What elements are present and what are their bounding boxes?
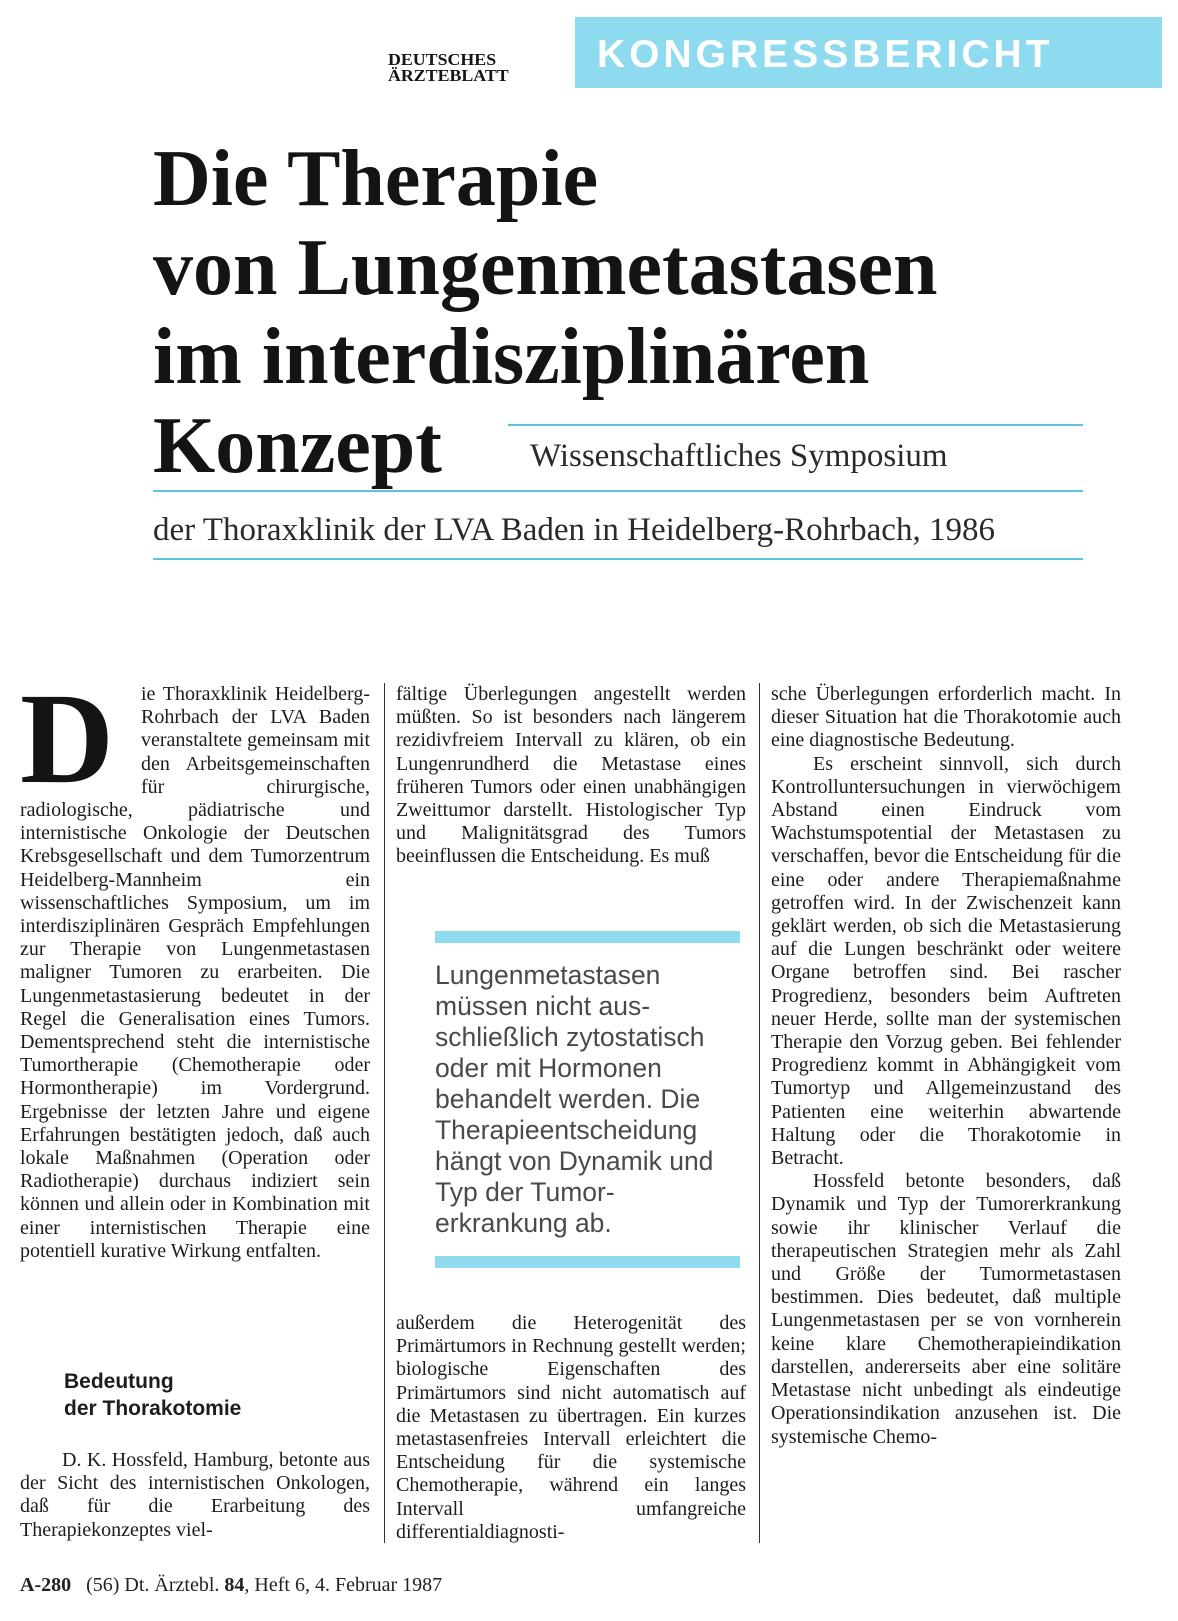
pullquote-line: schließlich zytostatisch [435,1022,705,1052]
section-banner-label: KONGRESSBERICHT [597,33,1054,76]
pullquote-line: behandelt werden. Die [435,1084,701,1114]
pullquote-line: Lungenmetastasen [435,960,661,990]
article-column-1-end [20,1449,370,1542]
pullquote-bar-bottom [435,1256,740,1268]
pullquote-line: müssen nicht aus- [435,991,651,1021]
page-number: A-280 [20,1574,72,1596]
journal-volume: 84 [224,1574,245,1596]
page-footer [20,1574,442,1597]
title-line-3: im interdisziplinären [153,313,870,401]
pullquote-line: erkrankung ab. [435,1208,612,1238]
pullquote-line: hängt von Dynamik und [435,1146,714,1176]
paragraph-col3-2: Es erscheint sinnvoll, sich durch Kontrolluntersuchungen in vierwöchigem Abstand einen Eindruck vom Wachstumspotential der Metastasen zu verschaffen, bevor die Entscheidung für die eine oder andere Therapiemaßnahme getroffen wird. In der Zwischenzeit kann geklärt werden, ob sich die Metastasierung auf die Lungen beschränkt oder weitere Organe betroffen sind. Bei rascher Progredienz, besonders beim Auftreten neuer Herde, sollte man der systemischen Therapie den Vorzug geben. Bei fehlender Progredienz kommt in Abhängigkeit vom Tumortyp und Allgemeinzustand des Patienten eine weiterhin abwartende Haltung oder die Thorakotomie in Betracht. [771,752,1121,1170]
article-column-2-top [396,683,746,869]
pullquote-line: oder mit Hormonen [435,1053,662,1083]
subtitle-rule-middle [153,490,1083,492]
subtitle-rule-bottom [153,558,1083,560]
drop-cap: D [20,667,114,811]
pullquote-bar-top [435,931,740,943]
pullquote-line: Therapieentscheidung [435,1115,698,1145]
masthead-logo [388,52,577,84]
masthead-line1: DEUTSCHES [388,50,497,69]
title-line-4: Konzept [153,402,442,490]
issue-date: , Heft 6, 4. Februar 1987 [244,1574,443,1596]
pullquote [435,960,735,1239]
paragraph-col3-3: Hossfeld betonte besonders, daß Dynamik und Typ der Tumorerkrankung sowie ihr klinischer Verlauf die therapeutischen Strategien mehr als Zahl und Größe der Tumormetastasen bestimmen. Dies bedeutet, daß multiple Lungenmetastasen per se von vornherein keine klare Chemotherapieindikation darstellen, andererseits aber eine solitäre Metastase nicht unbedingt als eindeutige Operationsindikation anzusehen ist. Die systemische Chemo- [771,1170,1121,1448]
pullquote-line: Typ der Tumor- [435,1177,615,1207]
column-divider-2 [759,683,760,1543]
article-column-2-bottom [396,1312,746,1544]
journal-citation: (56) Dt. Ärztebl. [86,1574,220,1596]
intro-paragraph: ie Thoraxklinik Heidelberg-Rohrbach der LVA Baden veranstaltete gemeinsam mit den Arbeitsgemeinschaften für chirurgische, radiologische, pädiatrische und internistische Onkologie der Deutschen Krebsgesellschaft und dem Tumorzentrum Heidelberg-Mannheim ein wissenschaftliches Symposium, um im interdisziplinären Gespräch Empfehlungen zur Therapie von Lungenmetastasen maligner Tumoren zu erarbeiten. Die Lungenmetastasierung bedeutet in der Regel die Generalisation eines Tumors. Dementsprechend steht die internistische Tumortherapie (Chemotherapie oder Hormontherapie) im Vordergrund. Ergebnisse der letzten Jahre und eigene Erfahrungen bestätigten jedoch, daß auch lokale Maßnahmen (Operation oder Radiotherapie) durchaus indiziert sein können und allein oder in Kombination mit einer internistischen Therapie eine potentiell kurative Wirkung entfalten. [20,683,370,1262]
subtitle-line-2: der Thoraxklinik der LVA Baden in Heidelberg-Rohrbach, 1986 [153,512,995,548]
article-column-1 [20,667,370,1263]
subtitle-rule-top [508,424,1083,426]
paragraph-col2-top: fältige Überlegungen angestellt werden müßten. So ist besonders nach längerem rezidivfreiem Intervall zu klären, ob ein Lungenrundherd die Metastase eines früheren Tumors oder einen unabhängigen Zweittumor darstellt. Histologischer Typ und Malignitätsgrad des Tumors beeinflussen die Entscheidung. Es muß [396,683,746,868]
section-heading [64,1368,241,1422]
paragraph-col3-1: sche Überlegungen erforderlich macht. In dieser Situation hat die Thorakotomie auch eine diagnostische Bedeutung. [771,683,1121,752]
column-divider-1 [384,683,385,1543]
paragraph-hossfeld-start: D. K. Hossfeld, Hamburg, betonte aus der Sicht des internistischen Onkologen, daß für die Erarbeitung des Therapiekonzeptes viel- [20,1449,370,1541]
title-line-2: von Lungenmetastasen [153,224,938,312]
paragraph-col2-bottom: außerdem die Heterogenität des Primärtumors in Rechnung gestellt werden; biologische Eigenschaften des Primärtumors sind nicht automatisch auf die Metastasen zu übertragen. Ein kurzes metastasenfreies Intervall erleichtert die Entscheidung für die systemische Chemotherapie, während ein langes Intervall umfangreiche differentialdiagnosti- [396,1312,746,1543]
section-heading-line2: der Thorakotomie [64,1397,242,1420]
masthead-line2: ÄRZTEBLATT [388,66,509,85]
subtitle-line-1: Wissenschaftliches Symposium [530,438,948,474]
title-line-1: Die Therapie [153,135,599,223]
section-heading-line1: Bedeutung [64,1370,174,1393]
section-banner [575,17,1162,88]
article-column-3 [771,683,1121,1449]
